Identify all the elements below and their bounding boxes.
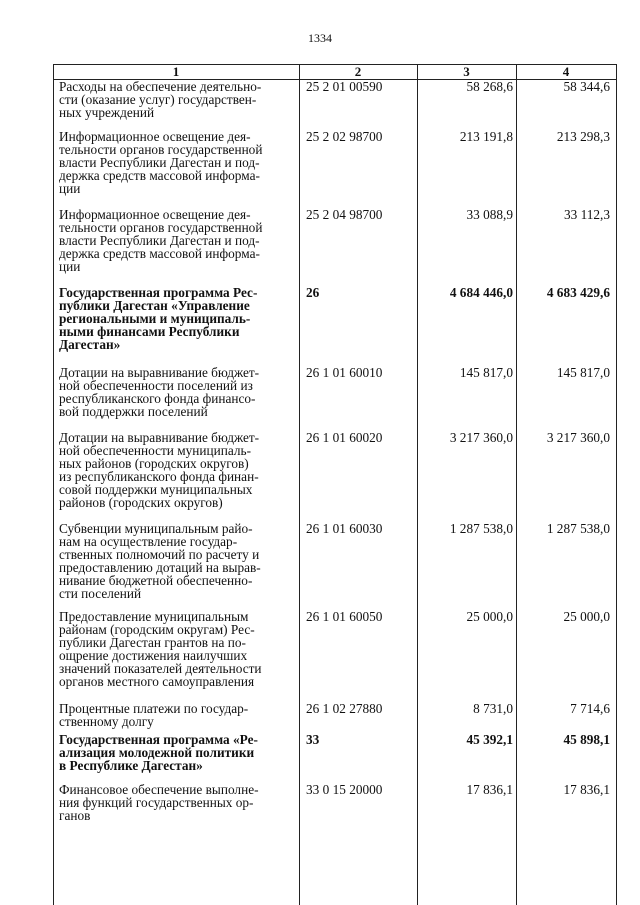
- row-value-4: 7 714,6: [570, 701, 610, 716]
- row-name: [59, 733, 299, 772]
- column-rule: [417, 64, 418, 905]
- row-name-line: ной обеспеченности муниципаль-: [59, 443, 252, 458]
- column-rule: [53, 64, 54, 905]
- row-name-line: Предоставление муниципальным: [59, 609, 249, 624]
- row-name-line: ственному долгу: [59, 714, 154, 729]
- row-code: 26 1 01 60030: [306, 521, 383, 536]
- row-name-line: в Республике Дагестан»: [59, 758, 203, 773]
- column-rule: [516, 64, 517, 905]
- row-name-line: ализация молодежной политики: [59, 745, 255, 760]
- row-name-line: ными финансами Республики: [59, 324, 240, 339]
- row-name: [59, 366, 299, 418]
- row-value-3: 4 684 446,0: [449, 285, 513, 300]
- row-name-line: тельности органов государственной: [59, 142, 263, 157]
- row-value-4: 45 898,1: [563, 732, 610, 747]
- row-value-3: 17 836,1: [466, 782, 513, 797]
- row-code: 26 1 02 27880: [306, 701, 383, 716]
- row-name-line: органов местного самоуправления: [59, 674, 255, 689]
- row-name-line: Расходы на обеспечение деятельно-: [59, 79, 262, 94]
- row-name: [59, 286, 299, 351]
- row-name-line: Государственная программа Рес-: [59, 285, 258, 300]
- row-name-line: Информационное освещение дея-: [59, 207, 251, 222]
- row-name-line: из республиканского фонда финан-: [59, 469, 259, 484]
- row-code: 33: [306, 732, 320, 747]
- row-name-line: сти (оказание услуг) государствен-: [59, 92, 257, 107]
- row-name-line: ных учреждений: [59, 105, 155, 120]
- row-code: 26 1 01 60020: [306, 430, 383, 445]
- row-name-line: районам (городским округам) Рес-: [59, 622, 255, 637]
- row-code: 25 2 02 98700: [306, 129, 383, 144]
- row-name: [59, 702, 299, 728]
- row-value-4: 58 344,6: [563, 79, 610, 94]
- row-name-line: ных районов (городских округов): [59, 456, 249, 471]
- row-name-line: Дотации на выравнивание бюджет-: [59, 430, 260, 445]
- row-name-line: тельности органов государственной: [59, 220, 263, 235]
- row-value-3: 3 217 360,0: [449, 430, 513, 445]
- row-name-line: власти Республики Дагестан и под-: [59, 233, 260, 248]
- row-value-3: 1 287 538,0: [449, 521, 513, 536]
- row-value-4: 3 217 360,0: [546, 430, 610, 445]
- row-name-line: нам на осуществление государ-: [59, 534, 238, 549]
- row-name-line: Дотации на выравнивание бюджет-: [59, 365, 260, 380]
- row-name-line: публики Дагестан грантов на по-: [59, 635, 246, 650]
- row-code: 26 1 01 60050: [306, 609, 383, 624]
- row-name: [59, 80, 299, 119]
- row-name-line: Финансовое обеспечение выполне-: [59, 782, 259, 797]
- row-name-line: республиканского фонда финансо-: [59, 391, 256, 406]
- row-name-line: ганов: [59, 808, 91, 823]
- row-code: 25 2 01 00590: [306, 79, 383, 94]
- row-name-line: Дагестан»: [59, 337, 121, 352]
- row-name: [59, 208, 299, 273]
- row-name: [59, 130, 299, 195]
- row-value-3: 58 268,6: [466, 79, 513, 94]
- row-code: 25 2 04 98700: [306, 207, 383, 222]
- row-name-line: ственных полномочий по расчету и: [59, 547, 260, 562]
- column-rule: [299, 64, 300, 905]
- row-name: [59, 431, 299, 509]
- row-value-3: 8 731,0: [473, 701, 513, 716]
- row-name: [59, 522, 299, 600]
- row-value-4: 1 287 538,0: [546, 521, 610, 536]
- row-value-4: 25 000,0: [563, 609, 610, 624]
- row-name-line: ции: [59, 259, 81, 274]
- row-name-line: региональными и муниципаль-: [59, 311, 251, 326]
- row-name-line: значений показателей деятельности: [59, 661, 262, 676]
- row-name-line: держка средств массовой информа-: [59, 168, 260, 183]
- page-number: 1334: [308, 31, 332, 45]
- row-value-4: 213 298,3: [556, 129, 610, 144]
- row-value-3: 45 392,1: [466, 732, 513, 747]
- row-name-line: районов (городских округов): [59, 495, 223, 510]
- row-name-line: Процентные платежи по государ-: [59, 701, 249, 716]
- row-value-3: 145 817,0: [459, 365, 513, 380]
- column-rule: [616, 64, 617, 905]
- row-name-line: Субвенции муниципальным райо-: [59, 521, 253, 536]
- row-value-3: 25 000,0: [466, 609, 513, 624]
- column-header-4: 4: [562, 64, 570, 79]
- row-name-line: ния функций государственных ор-: [59, 795, 254, 810]
- row-code: 26 1 01 60010: [306, 365, 383, 380]
- row-name-line: ощрение достижения наилучших: [59, 648, 248, 663]
- column-header-2: 2: [354, 64, 362, 79]
- row-name-line: Государственная программа «Ре-: [59, 732, 258, 747]
- row-name-line: сти поселений: [59, 586, 142, 601]
- row-value-4: 145 817,0: [556, 365, 610, 380]
- column-header-1: 1: [172, 64, 180, 79]
- row-name-line: ной обеспеченности поселений из: [59, 378, 253, 393]
- row-value-4: 33 112,3: [563, 207, 610, 222]
- row-value-4: 17 836,1: [563, 782, 610, 797]
- row-value-4: 4 683 429,6: [546, 285, 610, 300]
- row-name-line: публики Дагестан «Управление: [59, 298, 250, 313]
- column-header-3: 3: [463, 64, 470, 79]
- row-value-3: 33 088,9: [466, 207, 513, 222]
- row-name-line: предоставлению дотаций на вырав-: [59, 560, 261, 575]
- row-name: [59, 610, 299, 688]
- row-name-line: Информационное освещение дея-: [59, 129, 251, 144]
- row-value-3: 213 191,8: [459, 129, 513, 144]
- budget-table: [53, 64, 617, 905]
- row-name-line: совой поддержки муниципальных: [59, 482, 253, 497]
- row-name-line: нивание бюджетной обеспеченно-: [59, 573, 253, 588]
- row-code: 33 0 15 20000: [306, 782, 383, 797]
- row-name-line: власти Республики Дагестан и под-: [59, 155, 260, 170]
- row-name-line: вой поддержки поселений: [59, 404, 208, 419]
- row-name-line: ции: [59, 181, 81, 196]
- row-name: [59, 783, 299, 822]
- row-name-line: держка средств массовой информа-: [59, 246, 260, 261]
- row-code: 26: [306, 285, 320, 300]
